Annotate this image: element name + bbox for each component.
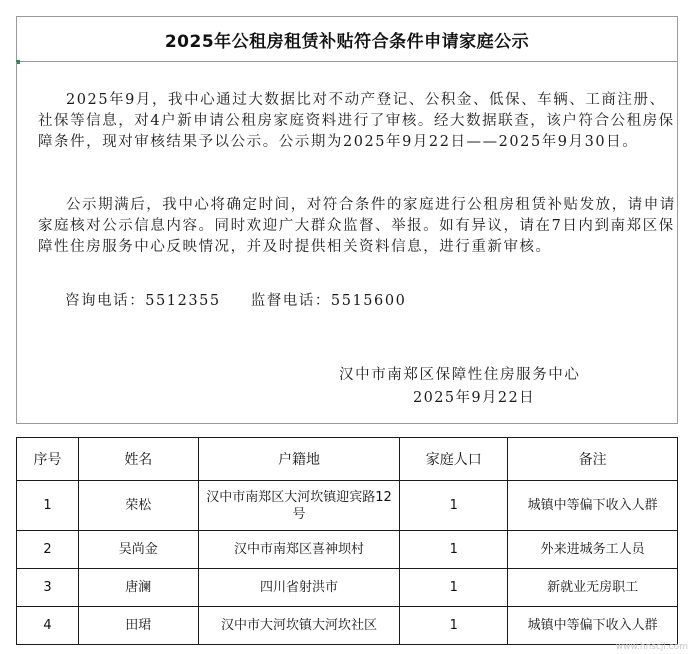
row-name: 吴尚金 xyxy=(78,531,198,569)
row-residence: 四川省射洪市 xyxy=(198,569,400,607)
header-household-size: 家庭人口 xyxy=(400,438,508,481)
row-residence: 汉中市南郑区大河坎镇迎宾路12号 xyxy=(198,481,400,531)
row-remark: 外来进城务工人员 xyxy=(508,531,678,569)
row-name: 田珺 xyxy=(78,607,198,645)
row-household-size: 1 xyxy=(400,569,508,607)
row-household-size: 1 xyxy=(400,481,508,531)
notice-paragraph-1: 2025年9月，我中心通过大数据比对不动产登记、公积金、低保、车辆、工商注册、社保等信息，对4户新申请公租房家庭资料进行了审核。经大数据联查，该户符合公租房保障条件，现对审核结果予以公示。公示期为2025年9月22日——2025年9月30日。 xyxy=(38,92,675,150)
issuing-organization: 汉中市南郑区保障性住房服务中心 xyxy=(339,367,581,383)
row-index: 2 xyxy=(17,531,79,569)
row-index: 1 xyxy=(17,481,79,531)
row-remark: 新就业无房职工 xyxy=(508,569,678,607)
row-residence: 汉中市南郑区喜神坝村 xyxy=(198,531,400,569)
contact-phone: 咨询电话：5512355 xyxy=(65,293,221,309)
row-household-size: 1 xyxy=(400,531,508,569)
table-row xyxy=(17,569,678,607)
watermark: www.hnscjl.com xyxy=(615,642,688,652)
applicant-table xyxy=(16,437,678,645)
notice-paragraph-2: 公示期满后，我中心将确定时间，对符合条件的家庭进行公租房租赁补贴发放，请申请家庭核对公示信息内容。同时欢迎广大群众监督、举报。如有异议，请在7日内到南郑区保障性住房服务中心反映情况，并及时提供相关资料信息，进行重新审核。 xyxy=(38,197,676,255)
row-name: 荣松 xyxy=(78,481,198,531)
row-household-size: 1 xyxy=(400,607,508,645)
row-remark: 城镇中等偏下收入人群 xyxy=(508,481,678,531)
header-index: 序号 xyxy=(17,438,79,481)
row-name: 唐澜 xyxy=(78,569,198,607)
row-index: 4 xyxy=(17,607,79,645)
row-index: 3 xyxy=(17,569,79,607)
table-header-row xyxy=(17,438,678,481)
supervise-phone: 监督电话：5515600 xyxy=(250,293,407,309)
issue-date: 2025年9月22日 xyxy=(413,390,536,406)
table-row xyxy=(17,531,678,569)
header-residence: 户籍地 xyxy=(198,438,400,481)
notice-body xyxy=(16,62,678,424)
row-residence: 汉中市大河坎镇大河坎社区 xyxy=(198,607,400,645)
header-name: 姓名 xyxy=(78,438,198,481)
contact-line xyxy=(65,289,406,310)
table-row xyxy=(17,481,678,531)
notice-title: 2025年公租房租赁补贴符合条件申请家庭公示 xyxy=(164,31,530,52)
header-remark: 备注 xyxy=(508,438,678,481)
row-remark: 城镇中等偏下收入人群 xyxy=(508,607,678,645)
notice-title-box xyxy=(16,16,678,62)
table-row xyxy=(17,607,678,645)
